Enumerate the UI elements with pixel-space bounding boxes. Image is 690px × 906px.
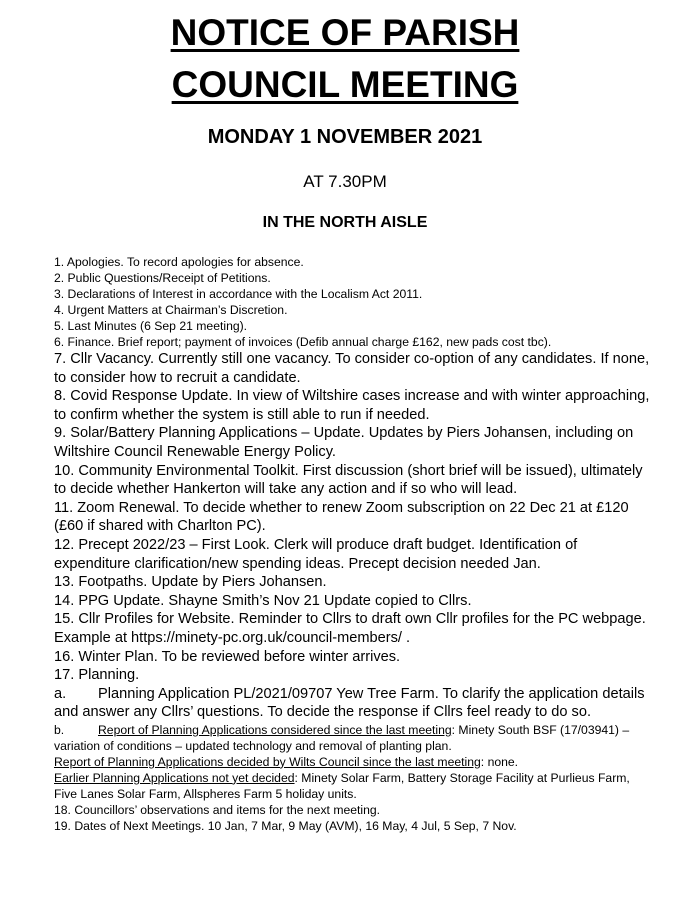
- agenda-item-14: 14. PPG Update. Shayne Smith’s Nov 21 Update copied to Cllrs.: [54, 592, 472, 609]
- decided-text: : none.: [480, 754, 519, 769]
- earlier-heading: Earlier Planning Applications not yet decided: [54, 770, 295, 785]
- agenda-item-3: 3. Declarations of Interest in accordance with the Localism Act 2011.: [54, 287, 423, 301]
- meeting-time: AT 7.30PM: [303, 172, 387, 191]
- item-17b-text: : Minety South BSF (17/03941) – variation of conditions – updated technology and removal of planting plan.: [54, 722, 630, 753]
- agenda-item-17: 17. Planning.: [54, 667, 140, 684]
- agenda-item-5: 5. Last Minutes (6 Sep 21 meeting).: [54, 319, 248, 333]
- agenda-item-10: 10. Community Environmental Toolkit. First discussion (short brief will be issued), ultimately to decide whether Hankerton will take any action and if so who will lead.: [54, 462, 643, 498]
- agenda-item-4: 4. Urgent Matters at Chairman’s Discretion.: [54, 303, 288, 317]
- earlier-applications: [54, 770, 654, 802]
- notice-title-line1: NOTICE OF PARISH: [170, 12, 520, 53]
- agenda-list: [54, 254, 654, 834]
- agenda-item-13: 13. Footpaths. Update by Piers Johansen.: [54, 574, 327, 591]
- agenda-item-17b: [54, 722, 654, 754]
- agenda-item-7: 7. Cllr Vacancy. Currently still one vacancy. To consider co-option of any candidates. If none, to consider how to recruit a candidate.: [54, 351, 650, 386]
- agenda-item-19: 19. Dates of Next Meetings. 10 Jan, 7 Mar, 9 May (AVM), 16 May, 4 Jul, 5 Sep, 7 Nov.: [54, 818, 517, 833]
- notice-title-line2: COUNCIL MEETING: [171, 64, 519, 105]
- agenda-item-17a: [54, 685, 654, 722]
- decided-applications: [54, 754, 654, 770]
- agenda-item-12: 12. Precept 2022/23 – First Look. Clerk will produce draft budget. Identification of expenditure clarification/new spending ideas. Precept decision needed Jan.: [54, 536, 578, 572]
- agenda-item-6: 6. Finance. Brief report; payment of invoices (Defib annual charge £162, new pads cost tbc).: [54, 335, 552, 349]
- meeting-venue: IN THE NORTH AISLE: [262, 214, 428, 231]
- meeting-date: MONDAY 1 NOVEMBER 2021: [207, 126, 483, 148]
- item-17b-label: b.: [54, 722, 65, 737]
- decided-heading: Report of Planning Applications decided by Wilts Council since the last meeting: [54, 754, 481, 769]
- item-17a-text: Planning Application PL/2021/09707 Yew Tree Farm. To clarify the application details and answer any Cllrs’ questions. To decide the response if Cllrs feel ready to do so.: [54, 685, 645, 721]
- agenda-item-1: 1. Apologies. To record apologies for absence.: [54, 255, 304, 269]
- item-17a-label: a.: [54, 685, 67, 702]
- agenda-item-15: 15. Cllr Profiles for Website. Reminder to Cllrs to draft own Cllr profiles for the PC webpage. Example at https://minety-pc.org.uk/council-members/ .: [54, 611, 646, 646]
- agenda-item-2: 2. Public Questions/Receipt of Petitions.: [54, 271, 271, 285]
- agenda-item-8: 8. Covid Response Update. In view of Wiltshire cases increase and with winter approaching, to confirm whether the system is still able to run if needed.: [54, 388, 650, 423]
- earlier-text: : Minety Solar Farm, Battery Storage Facility at Purlieus Farm, Five Lanes Solar Farm, Allspheres Farm 5 holiday units.: [54, 770, 630, 801]
- agenda-item-11: 11. Zoom Renewal. To decide whether to renew Zoom subscription on 22 Dec 21 at £120 (£60 if shared with Charlton PC).: [54, 499, 629, 535]
- agenda-item-9: 9. Solar/Battery Planning Applications – Update. Updates by Piers Johansen, including on Wiltshire Council Renewable Energy Policy.: [54, 425, 634, 460]
- item-17b-heading: Report of Planning Applications considered since the last meeting: [98, 722, 452, 737]
- agenda-item-16: 16. Winter Plan. To be reviewed before winter arrives.: [54, 648, 401, 665]
- agenda-item-18: 18. Councillors’ observations and items for the next meeting.: [54, 802, 381, 817]
